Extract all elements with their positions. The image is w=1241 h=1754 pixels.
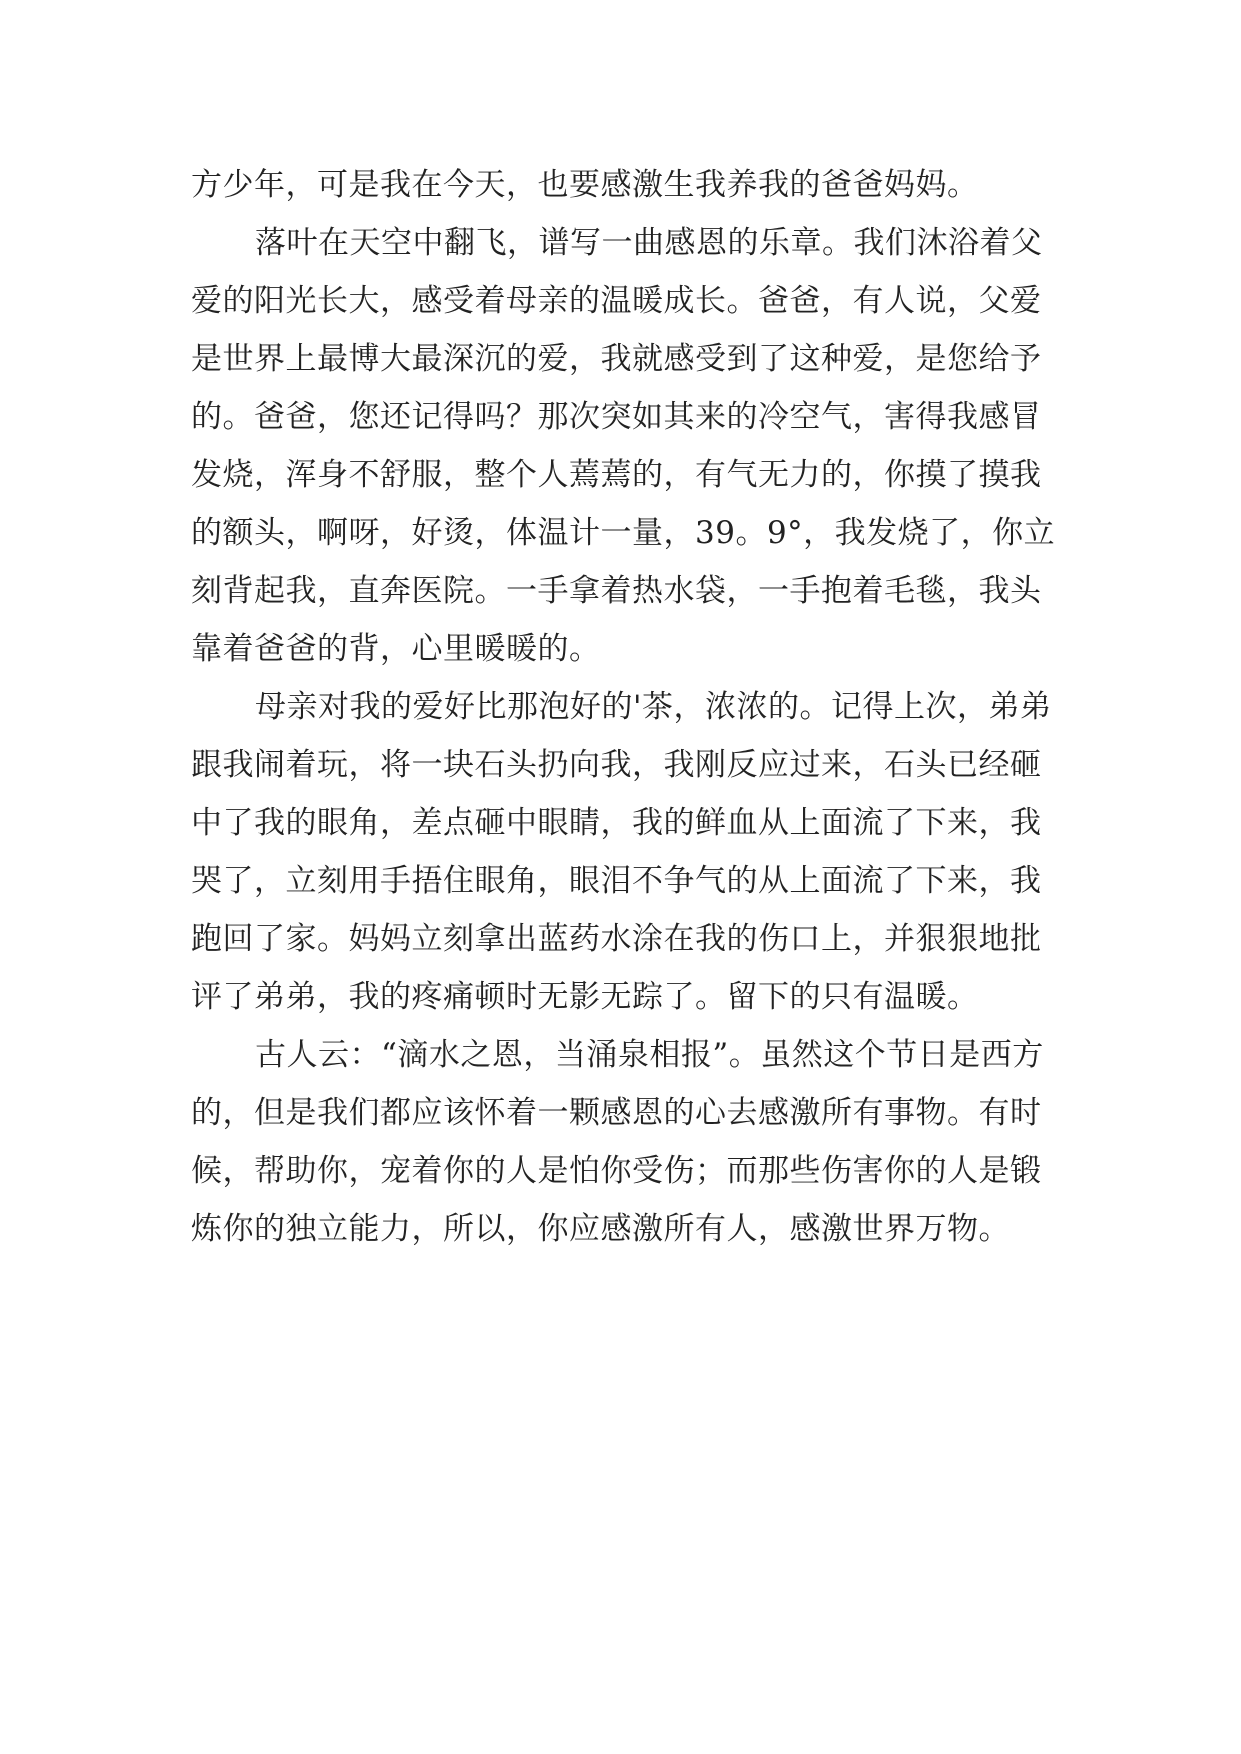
paragraph-gratitude: 古人云：“滴水之恩，当涌泉相报”。虽然这个节日是西方的，但是我们都应该怀着一颗感恩的心去感激所有事物。有时候，帮助你，宠着你的人是怕你受伤；而那些伤害你的人是锻炼你的独立能力，所以，你应感激所有人，感激世界万物。 xyxy=(191,1037,1044,1247)
paragraph-continuation: 方少年，可是我在今天，也要感激生我养我的爸爸妈妈。 xyxy=(191,167,979,203)
paragraph-mother-love: 母亲对我的爱好比那泡好的'茶，浓浓的。记得上次，弟弟跟我闹着玩，将一块石头扔向我，我刚反应过来，石头已经砸中了我的眼角，差点砸中眼睛，我的鲜血从上面流了下来，我哭了，立刻用手捂住眼角，眼泪不争气的从上面流了下来，我跑回了家。妈妈立刻拿出蓝药水涂在我的伤口上，并狠狠地批评了弟弟，我的疼痛顿时无影无踪了。留下的只有温暖。 xyxy=(191,689,1052,1015)
paragraph-father-love: 落叶在天空中翻飞，谱写一曲感恩的乐章。我们沐浴着父爱的阳光长大，感受着母亲的温暖成长。爸爸，有人说，父爱是世界上最博大最深沉的爱，我就感受到了这种爱，是您给予的。爸爸，您还记得吗？那次突如其来的冷空气，害得我感冒发烧，浑身不舒服，整个人蔫蔫的，有气无力的，你摸了摸我的额头，啊呀，好烫，体温计一量，39。9°，我发烧了，你立刻背起我，直奔医院。一手拿着热水袋，一手抱着毛毯，我头靠着爸爸的背，心里暖暖的。 xyxy=(191,225,1056,667)
body-text xyxy=(191,156,1071,1258)
